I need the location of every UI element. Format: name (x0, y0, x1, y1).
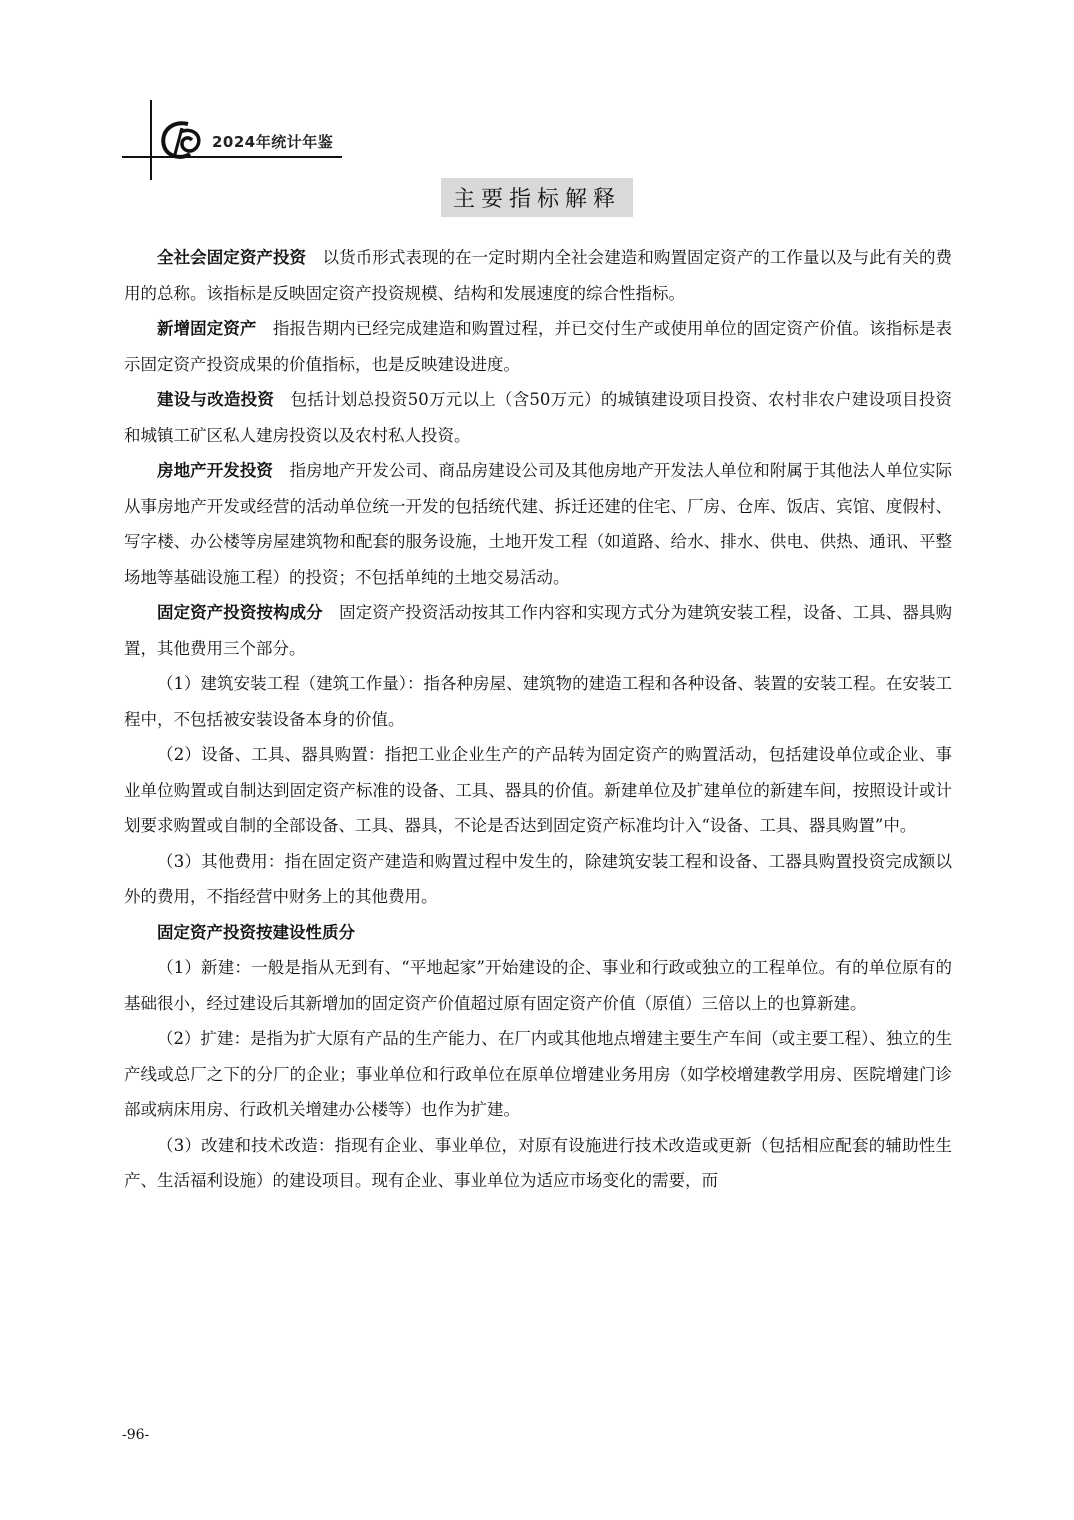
definition-paragraph (124, 453, 952, 595)
definition-term: 全社会固定资产投资 (157, 248, 307, 267)
definition-paragraph (124, 240, 952, 311)
page-title: 主要指标解释 (441, 178, 633, 217)
definition-text: （3）改建和技术改造：指现有企业、事业单位，对原有设施进行技术改造或更新（包括相应配套的辅助性生产、生活福利设施）的建设项目。现有企业、事业单位为适应市场变化的需要，而 (124, 1135, 952, 1190)
definition-paragraph (124, 1128, 952, 1199)
definition-text: 固定资产投资活动按其工作内容和实现方式分为建筑安装工程，设备、工具、器具购置，其他费用三个部分。 (124, 603, 953, 658)
definition-term: 新增固定资产 (157, 319, 257, 338)
definition-paragraph (124, 382, 952, 453)
definition-term: 固定资产投资按建设性质分 (157, 922, 355, 942)
definition-text: （1）建筑安装工程（建筑工作量）：指各种房屋、建筑物的建造工程和各种设备、装置的安装工程。在安装工程中，不包括被安装设备本身的价值。 (124, 674, 952, 729)
definition-paragraph (124, 737, 952, 844)
definition-paragraph (124, 311, 952, 382)
definition-term: 建设与改造投资 (157, 390, 275, 409)
definition-text: （3）其他费用：指在固定资产建造和购置过程中发生的，除建筑安装工程和设备、工器具购置投资完成额以外的费用，不指经营中财务上的其他费用。 (124, 851, 952, 906)
definition-text: （2）设备、工具、器具购置：指把工业企业生产的产品转为固定资产的购置活动，包括建设单位或企业、事业单位购置或自制达到固定资产标准的设备、工具、器具的价值。新建单位及扩建单位的新建车间，按照设计或计划要求购置或自制的全部设备、工具、器具，不论是否达到固定资产标准均计入“设备、工具、器具购置”中。 (124, 745, 952, 835)
page-number: -96- (122, 1427, 150, 1443)
definition-term: 房地产开发投资 (157, 461, 273, 480)
definition-term: 固定资产投资按构成分 (157, 603, 323, 622)
definition-text: 包括计划总投资50万元以上（含50万元）的城镇建设项目投资、农村非农户建设项目投资和城镇工矿区私人建房投资以及农村私人投资。 (124, 390, 952, 445)
definition-text: 以货币形式表现的在一定时期内全社会建造和购置固定资产的工作量以及与此有关的费用的总称。该指标是反映固定资产投资规模、结构和发展速度的综合性指标。 (124, 248, 953, 303)
definition-text: 指房地产开发公司、商品房建设公司及其他房地产开发法人单位和附属于其他法人单位实际从事房地产开发或经营的活动单位统一开发的包括统代建、拆迁还建的住宅、厂房、仓库、饭店、宾馆、度假村、写字楼、办公楼等房屋建筑物和配套的服务设施，土地开发工程（如道路、给水、排水、供电、供热、通讯、平整场地等基础设施工程）的投资；不包括单纯的土地交易活动。 (124, 461, 953, 587)
definition-text: （1）新建：一般是指从无到有、“平地起家”开始建设的企、事业和行政或独立的工程单位。有的单位原有的基础很小，经过建设后其新增加的固定资产价值超过原有固定资产价值（原值）三倍以上的也算新建。 (124, 958, 952, 1013)
indicator-definitions (124, 240, 952, 1199)
yearbook-logo-icon (158, 118, 206, 160)
definition-paragraph (124, 915, 952, 951)
definition-paragraph (124, 595, 952, 666)
definition-paragraph (124, 666, 952, 737)
header-vertical-rule (150, 100, 152, 180)
header-horizontal-rule (122, 156, 342, 158)
yearbook-title: 2024年统计年鉴 (212, 133, 334, 151)
definition-paragraph (124, 844, 952, 915)
definition-paragraph (124, 950, 952, 1021)
definition-text: （2）扩建：是指为扩大原有产品的生产能力、在厂内或其他地点增建主要生产车间（或主要工程）、独立的生产线或总厂之下的分厂的企业；事业单位和行政单位在原单位增建业务用房（如学校增建教学用房、医院增建门诊部或病床用房、行政机关增建办公楼等）也作为扩建。 (124, 1029, 952, 1119)
definition-paragraph (124, 1021, 952, 1128)
definition-text: 指报告期内已经完成建造和购置过程，并已交付生产或使用单位的固定资产价值。该指标是表示固定资产投资成果的价值指标，也是反映建设进度。 (124, 319, 953, 374)
